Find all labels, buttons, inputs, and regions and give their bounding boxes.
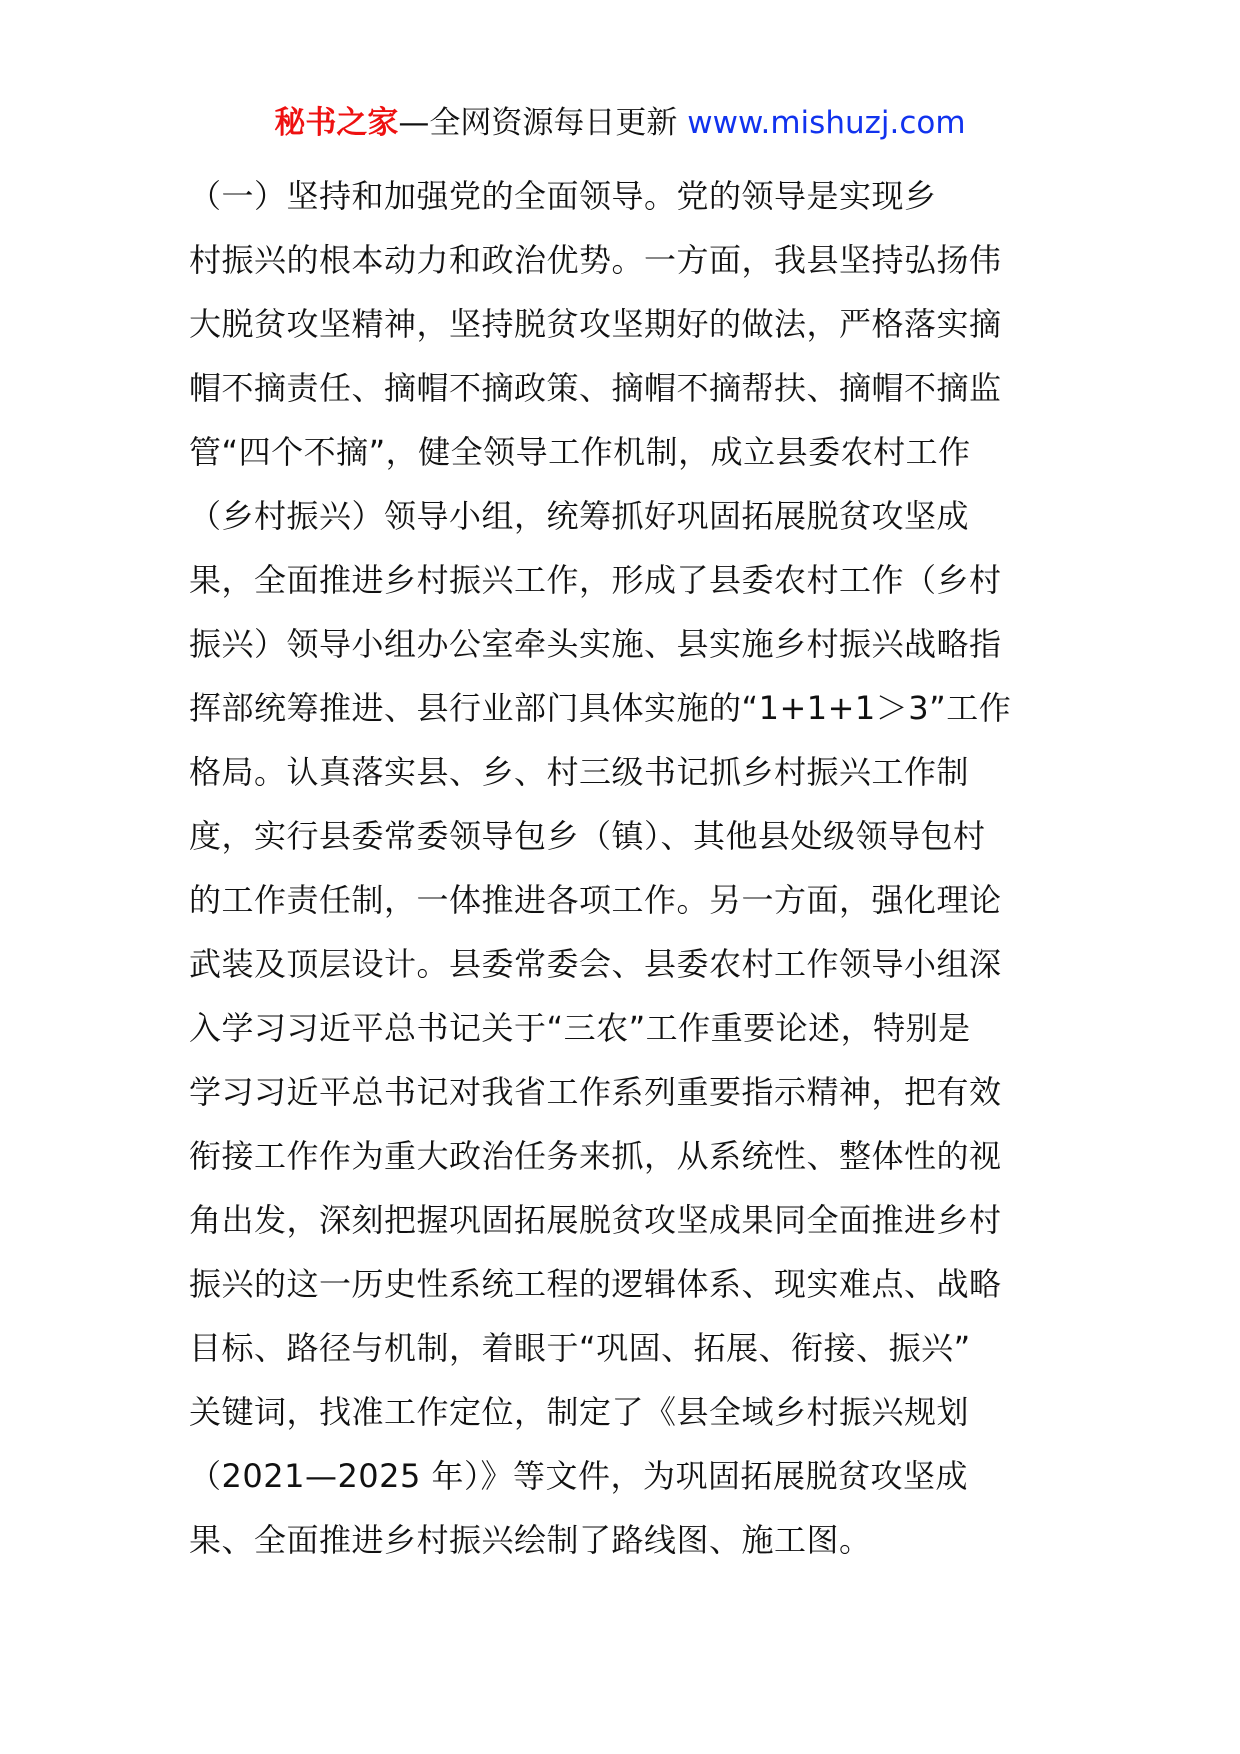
paragraph-line: 挥部统筹推进、县行业部门具体实施的“1+1+1＞3”工作 xyxy=(189,689,1012,727)
body-paragraph xyxy=(189,164,1059,1572)
paragraph-line: 振兴）领导小组办公室牵头实施、县实施乡村振兴战略指 xyxy=(189,625,1002,663)
paragraph-line: （乡村振兴）领导小组，统筹抓好巩固拓展脱贫攻坚成 xyxy=(189,497,970,535)
paragraph-line: 果、全面推进乡村振兴绘制了路线图、施工图。 xyxy=(189,1521,872,1559)
paragraph-line: 武装及顶层设计。县委常委会、县委农村工作领导小组深 xyxy=(189,945,1002,983)
paragraph-line: （2021—2025 年）》等文件，为巩固拓展脱贫攻坚成 xyxy=(189,1457,969,1495)
paragraph-line: 大脱贫攻坚精神，坚持脱贫攻坚期好的做法，严格落实摘 xyxy=(189,305,1002,343)
paragraph-line: 目标、路径与机制，着眼于“巩固、拓展、衔接、振兴” xyxy=(189,1329,971,1367)
paragraph-line: 格局。认真落实县、乡、村三级书记抓乡村振兴工作制 xyxy=(189,753,970,791)
paragraph-line: 衔接工作作为重大政治任务来抓，从系统性、整体性的视 xyxy=(189,1137,1002,1175)
paragraph-line: 果，全面推进乡村振兴工作，形成了县委农村工作（乡村 xyxy=(189,561,1002,599)
paragraph-line: 管“四个不摘”，健全领导工作机制，成立县委农村工作 xyxy=(189,433,971,471)
paragraph-line: 振兴的这一历史性系统工程的逻辑体系、现实难点、战略 xyxy=(189,1265,1002,1303)
watermark-header xyxy=(0,101,1240,145)
paragraph-line: 关键词，找准工作定位，制定了《县全域乡村振兴规划 xyxy=(189,1393,970,1431)
site-tagline: —全网资源每日更新 xyxy=(398,105,678,141)
paragraph-line: （一）坚持和加强党的全面领导。党的领导是实现乡 xyxy=(189,177,937,215)
site-url-link[interactable]: www.mishuzj.com xyxy=(687,105,966,141)
paragraph-line: 的工作责任制，一体推进各项工作。另一方面，强化理论 xyxy=(189,881,1002,919)
paragraph-line: 度，实行县委常委领导包乡（镇）、其他县处级领导包村 xyxy=(189,817,986,855)
paragraph-line: 学习习近平总书记对我省工作系列重要指示精神，把有效 xyxy=(189,1073,1002,1111)
paragraph-line: 帽不摘责任、摘帽不摘政策、摘帽不摘帮扶、摘帽不摘监 xyxy=(189,369,1002,407)
paragraph-line: 村振兴的根本动力和政治优势。一方面，我县坚持弘扬伟 xyxy=(189,241,1002,279)
paragraph-line: 入学习习近平总书记关于“三农”工作重要论述，特别是 xyxy=(189,1009,971,1047)
site-brand: 秘书之家 xyxy=(274,105,399,141)
paragraph-line: 角出发，深刻把握巩固拓展脱贫攻坚成果同全面推进乡村 xyxy=(189,1201,1002,1239)
